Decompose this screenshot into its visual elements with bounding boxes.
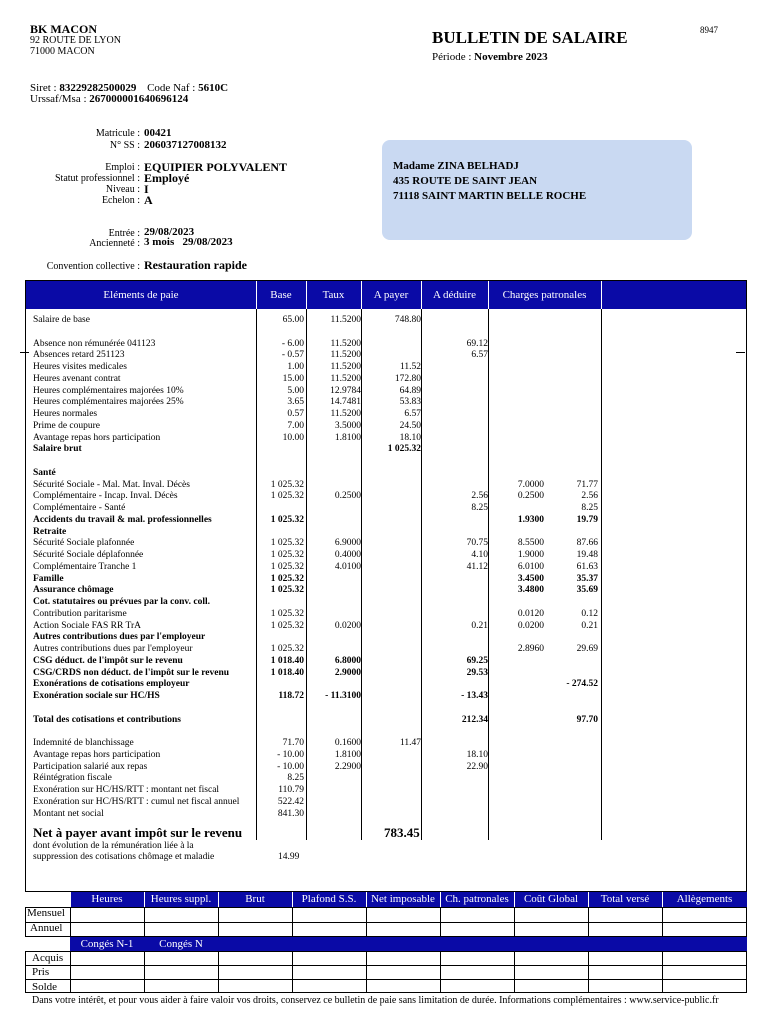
siret-value: 83229282500029: [59, 82, 137, 94]
urssaf-label: Urssaf/Msa :: [30, 93, 87, 105]
grid-line: [440, 892, 441, 907]
entree-label: Entrée :: [108, 228, 140, 239]
cell-ded: 69.25: [466, 655, 488, 666]
cell-rate: 0.2500: [517, 491, 544, 502]
ss-value: 206037127008132: [144, 139, 227, 151]
grid-line: [144, 951, 145, 993]
cell-base: 1 018.40: [270, 655, 304, 666]
cell-rate: 7.0000: [517, 479, 544, 490]
cell-amt: 19.48: [576, 550, 598, 560]
grid-line: [514, 907, 515, 937]
cell-label: Prime de coupure: [33, 420, 101, 431]
table-row: [26, 668, 746, 680]
cell-rate: 3.4500: [517, 573, 544, 584]
pay-table-header: [26, 281, 746, 309]
table-row: [26, 339, 746, 351]
recipient-city: 71118 SAINT MARTIN BELLE ROCHE: [393, 190, 587, 202]
table-row: [26, 386, 746, 398]
summary-header-heures-suppl: Heures suppl.: [150, 893, 212, 905]
document-title: BULLETIN DE SALAIRE: [432, 28, 628, 47]
cell-taux: 11.5200: [330, 373, 361, 384]
table-row: [26, 327, 746, 339]
echelon-value: A: [144, 193, 153, 207]
conges-row-solde: Solde: [32, 981, 58, 993]
niveau-value: I: [144, 182, 149, 196]
table-row: [26, 750, 746, 762]
cell-taux: 12.9784: [330, 385, 361, 396]
cell-taux: 11.5200: [330, 409, 361, 419]
cell-label: Sécurité Sociale déplafonnée: [33, 550, 144, 560]
table-row: [26, 409, 746, 421]
grid-line: [514, 892, 515, 907]
cell-taux: 2.2900: [334, 761, 361, 772]
cell-label: Exonération sur HC/HS/RTT : cumul net fiscal annuel: [33, 796, 240, 807]
grid-line: [70, 951, 71, 993]
naf-label: Code Naf :: [147, 82, 196, 94]
table-row: [26, 585, 746, 597]
cell-label: Retraite: [33, 526, 67, 537]
cell-pay: 748.80: [394, 315, 421, 325]
table-row: [26, 609, 746, 621]
cell-base: - 10.00: [277, 761, 304, 772]
cell-label: Participation salarié aux repas: [33, 761, 148, 772]
table-row: [26, 397, 746, 409]
cell-pay: 11.52: [399, 362, 421, 372]
cell-label: Santé: [33, 467, 56, 478]
cell-taux: 11.5200: [330, 315, 361, 325]
cell-ded: 2.56: [471, 491, 488, 502]
cell-label: Heures normales: [33, 409, 98, 419]
grid-line: [218, 951, 219, 993]
cell-label: Heures complémentaires majorées 25%: [33, 397, 184, 408]
table-row: [26, 574, 746, 586]
table-row: [26, 726, 746, 738]
cell-ded: 6.57: [471, 350, 488, 361]
cell-label: Autres contributions dues par l'employeur: [33, 644, 193, 654]
cell-label: Complémentaire - Incap. Inval. Décès: [33, 491, 178, 502]
grid-line: [366, 907, 367, 937]
employer-address-line2: 71000 MACON: [30, 46, 95, 57]
anciennete-label: Ancienneté :: [89, 238, 140, 249]
cell-pay: 172.80: [394, 373, 421, 384]
cell-label: Exonération sociale sur HC/HS: [33, 691, 160, 701]
cell-ded: - 13.43: [461, 691, 488, 701]
col-header-a-deduire: A déduire: [432, 289, 477, 301]
cell-base: 1 025.32: [270, 491, 304, 502]
conges-row-acquis: Acquis: [32, 952, 64, 964]
cell-taux: 0.2500: [334, 491, 361, 502]
table-row: [26, 597, 746, 609]
cell-label: Assurance chômage: [33, 585, 114, 596]
cell-label: Sécurité Sociale - Mal. Mat. Inval. Décès: [33, 479, 190, 490]
margin-tick-left: [20, 352, 29, 353]
summary-header-plafond: Plafond S.S.: [301, 893, 357, 905]
table-row: [26, 809, 746, 821]
grid-line: [292, 907, 293, 937]
cell-base: 1 025.32: [270, 561, 304, 572]
net-value: 783.45: [384, 825, 420, 840]
summary-row-mensuel: Mensuel: [27, 907, 65, 919]
summary-header-brut: Brut: [245, 893, 265, 905]
cell-ded: 29.53: [466, 667, 488, 678]
cell-base: - 10.00: [277, 749, 304, 760]
cell-label: Salaire brut: [33, 444, 82, 455]
cell-base: 1 025.32: [270, 620, 304, 631]
table-row: [26, 515, 746, 527]
table-row: [26, 480, 746, 492]
cell-rate: 0.0120: [517, 608, 544, 619]
cell-taux: - 11.3100: [325, 691, 361, 701]
table-row: [26, 738, 746, 750]
cell-base: 71.70: [282, 738, 304, 748]
statut-label: Statut professionnel :: [55, 173, 140, 184]
cell-amt: 2.56: [581, 491, 598, 502]
footer-note: Dans votre intérêt, et pour vous aider à faire valoir vos droits, conservez ce bulletin de paie sans limitation de durée. Informations complémentaires : www.service-public.fr: [32, 995, 719, 1006]
niveau-label: Niveau :: [105, 184, 140, 195]
cell-label: Montant net social: [33, 808, 104, 819]
cell-ded: 70.75: [466, 538, 488, 549]
table-row: [26, 679, 746, 691]
cell-base: 118.72: [278, 691, 304, 701]
table-row: [26, 315, 746, 327]
net-label: Net à payer avant impôt sur le revenu: [33, 825, 243, 840]
evolution-value: 14.99: [278, 852, 300, 862]
echelon-label: Echelon :: [101, 195, 140, 206]
summary-row-divider: [25, 922, 747, 923]
cell-label: Absences retard 251123: [33, 350, 125, 361]
cell-label: Complémentaire - Santé: [33, 503, 126, 513]
cell-base: 1 025.32: [270, 479, 304, 490]
col-header-elements: Eléments de paie: [103, 289, 179, 301]
cell-ded: 69.12: [466, 338, 488, 349]
cell-label: Réintégration fiscale: [33, 773, 112, 784]
cell-taux: 1.8100: [334, 749, 361, 760]
col-header-charges-patronales: Charges patronales: [502, 289, 587, 301]
cell-base: 5.00: [287, 385, 304, 396]
cell-pay: 64.89: [399, 385, 421, 396]
cell-amt: 0.21: [581, 620, 598, 631]
cell-base: 1 025.32: [270, 514, 304, 525]
cell-taux: 3.5000: [334, 420, 361, 431]
table-row: [26, 468, 746, 480]
table-row: [26, 503, 746, 515]
cell-base: 110.79: [278, 785, 304, 795]
document-number: 8947: [700, 25, 718, 35]
cell-taux: 4.0100: [334, 561, 361, 572]
cell-label: Avantage repas hors participation: [33, 432, 161, 443]
table-row: [26, 374, 746, 386]
cell-base: 10.00: [282, 432, 304, 443]
cell-taux: 1.8100: [334, 432, 361, 443]
siret-label: Siret :: [30, 82, 57, 94]
grid-line: [144, 892, 145, 907]
cell-rate: 2.8960: [517, 644, 544, 654]
cell-pay: 1 025.32: [387, 444, 421, 455]
table-row: [26, 527, 746, 539]
evolution-line1: dont évolution de la rémunération liée à la: [33, 841, 194, 851]
urssaf-line: [30, 93, 188, 105]
employer-address-line1: 92 ROUTE DE LYON: [30, 35, 121, 46]
cell-taux: 11.5200: [330, 350, 361, 361]
grid-line: [292, 892, 293, 907]
summary-row-annuel: Annuel: [30, 922, 63, 934]
cell-label: Heures avenant contrat: [33, 373, 121, 384]
cell-amt: 61.63: [576, 561, 598, 572]
table-row: [26, 644, 746, 656]
cell-taux: 14.7481: [330, 397, 361, 408]
cell-ded: 41.12: [466, 561, 488, 572]
cell-label: Heures visites medicales: [33, 362, 127, 372]
pay-elements-table: [25, 280, 747, 892]
cell-label: Contribution paritarisme: [33, 608, 127, 619]
cell-taux: 0.0200: [334, 620, 361, 631]
cell-rate: 0.0200: [517, 620, 544, 631]
grid-line: [366, 892, 367, 907]
cell-amt: 35.37: [576, 573, 598, 584]
cell-amt: 19.79: [576, 514, 598, 525]
cell-label: Cot. statutaires ou prévues par la conv. coll.: [33, 597, 210, 607]
table-row: [26, 362, 746, 374]
period-label: Période :: [432, 51, 472, 63]
summary-header-heures: Heures: [91, 893, 123, 905]
cell-label: Absence non rémunérée 041123: [33, 338, 156, 349]
cell-label: Total des cotisations et contributions: [33, 714, 181, 725]
evolution-line2: suppression des cotisations chômage et maladie: [33, 852, 215, 862]
table-row: [26, 444, 746, 456]
table-row: [26, 538, 746, 550]
table-row: [26, 785, 746, 797]
cell-taux: 11.5200: [330, 362, 361, 372]
table-row: [26, 656, 746, 668]
grid-line: [25, 965, 747, 966]
table-row: [26, 456, 746, 468]
cell-label: CSG déduct. de l'impôt sur le revenu: [33, 655, 183, 666]
cell-label: Exonération sur HC/HS/RTT : montant net fiscal: [33, 785, 220, 795]
cell-base: 841.30: [277, 808, 304, 819]
period-value: Novembre 2023: [474, 51, 548, 63]
col-header-a-payer: A payer: [373, 289, 409, 301]
cell-base: 522.42: [277, 796, 304, 807]
convention-value: Restauration rapide: [144, 258, 247, 272]
table-row: [26, 562, 746, 574]
cell-base: 1 025.32: [270, 585, 304, 596]
cell-rate: 1.9000: [517, 550, 544, 560]
grid-line: [70, 892, 71, 907]
table-row: [26, 433, 746, 445]
cell-ded: 0.21: [471, 620, 488, 631]
grid-line: [662, 892, 663, 907]
margin-tick-right: [736, 352, 745, 353]
cell-ded: 212.34: [461, 714, 488, 725]
grid-line: [218, 892, 219, 907]
summary-header-cout-global: Coût Global: [523, 893, 579, 905]
cell-base: 1.00: [287, 362, 304, 372]
naf-value: 5610C: [198, 82, 229, 94]
table-row: [26, 491, 746, 503]
recipient-street: 435 ROUTE DE SAINT JEAN: [393, 175, 538, 187]
grid-line: [292, 951, 293, 993]
grid-line: [440, 907, 441, 937]
cell-pay: 53.83: [399, 397, 421, 408]
summary-header-net-imposable: Net imposable: [371, 893, 435, 905]
grid-line: [662, 907, 663, 937]
cell-amt: 71.77: [576, 479, 598, 490]
table-row: [26, 550, 746, 562]
cell-base: 3.65: [287, 397, 304, 408]
cell-ded: 18.10: [466, 749, 488, 760]
cell-taux: 0.4000: [334, 550, 361, 560]
cell-base: 8.25: [287, 773, 304, 784]
cell-base: 7.00: [287, 420, 304, 431]
cell-base: 1 025.32: [270, 550, 304, 560]
period-line: [432, 51, 548, 63]
table-row: [26, 421, 746, 433]
col-header-base: Base: [270, 289, 292, 301]
cell-base: 15.00: [282, 373, 304, 384]
cell-taux: 6.9000: [334, 538, 361, 549]
cell-pay: 18.10: [399, 432, 421, 443]
grid-line: [588, 892, 589, 907]
cell-base: 0.57: [287, 409, 304, 419]
employer-block: [30, 24, 121, 57]
cell-label: Indemnité de blanchissage: [33, 738, 134, 748]
cell-base: 1 025.32: [270, 608, 304, 619]
emploi-label: Emploi :: [105, 162, 140, 173]
table-row: [26, 715, 746, 727]
cell-label: Exonérations de cotisations employeur: [33, 679, 190, 690]
cell-label: Autres contributions dues par l'employeur: [33, 632, 206, 643]
cell-amt: 97.70: [576, 714, 598, 725]
grid-line: [218, 907, 219, 937]
cell-taux: 2.9000: [334, 667, 361, 678]
conges-header-n-1: Congés N-1: [80, 938, 134, 950]
cell-base: - 6.00: [281, 338, 304, 349]
recipient-address-box: [382, 140, 692, 240]
cell-amt: - 274.52: [566, 679, 598, 690]
anciennete-value: 3 mois 29/08/2023: [144, 236, 233, 248]
conges-row-pris: Pris: [32, 966, 50, 978]
cell-pay: 6.57: [404, 409, 421, 419]
cell-rate: 6.0100: [517, 561, 544, 572]
cell-label: Salaire de base: [33, 315, 90, 325]
cell-ded: 22.90: [466, 761, 488, 772]
cell-base: 1 025.32: [270, 538, 304, 549]
summary-header-ch-patronales: Ch. patronales: [445, 893, 509, 905]
entree-value: 29/08/2023: [144, 226, 195, 238]
matricule-value: 00421: [144, 127, 172, 139]
cell-base: 1 025.32: [270, 573, 304, 584]
cell-label: Heures complémentaires majorées 10%: [33, 385, 184, 396]
cell-label: Complémentaire Tranche 1: [33, 561, 137, 572]
cell-pay: 24.50: [399, 420, 421, 431]
cell-base: 1 025.32: [270, 644, 304, 654]
cell-ded: 4.10: [471, 550, 488, 560]
cell-amt: 8.25: [581, 503, 598, 513]
table-row: [26, 621, 746, 633]
grid-line: [588, 907, 589, 937]
cell-amt: 0.12: [581, 608, 598, 619]
cell-amt: 29.69: [576, 644, 598, 654]
cell-amt: 35.69: [576, 585, 598, 596]
cell-taux: 11.5200: [330, 338, 361, 349]
cell-label: Avantage repas hors participation: [33, 749, 161, 760]
cell-base: 65.00: [282, 315, 304, 325]
cell-label: Sécurité Sociale plafonnée: [33, 538, 135, 549]
ss-label: N° SS :: [109, 140, 140, 151]
grid-line: [144, 907, 145, 937]
grid-line: [662, 951, 663, 993]
emploi-value: EQUIPIER POLYVALENT: [144, 160, 288, 174]
grid-line: [366, 951, 367, 993]
table-row: [26, 703, 746, 715]
employer-name: BK MACON: [30, 22, 97, 36]
cell-base: 1 018.40: [270, 667, 304, 678]
table-row: [26, 773, 746, 785]
grid-line: [440, 951, 441, 993]
summary-header-total-verse: Total versé: [600, 893, 650, 905]
cell-base: - 0.57: [281, 350, 304, 361]
recipient-name: Madame ZINA BELHADJ: [393, 160, 519, 172]
matricule-label: Matricule :: [95, 128, 140, 139]
urssaf-value: 267000001640696124: [89, 93, 189, 105]
grid-line: [514, 951, 515, 993]
cell-ded: 8.25: [471, 503, 488, 513]
table-row: [26, 797, 746, 809]
cell-label: Accidents du travail & mal. professionnelles: [33, 514, 212, 525]
cell-amt: 87.66: [576, 538, 598, 549]
conges-header-n: Congés N: [159, 938, 203, 950]
cell-rate: 8.5500: [517, 538, 544, 549]
cell-label: Action Sociale FAS RR TrA: [33, 620, 142, 631]
grid-line: [70, 907, 71, 937]
cell-taux: 0.1600: [334, 738, 361, 748]
cell-label: CSG/CRDS non déduct. de l'impôt sur le revenu: [33, 667, 230, 678]
table-row: [26, 762, 746, 774]
conges-values-box: [25, 951, 747, 993]
cell-pay: 11.47: [399, 738, 421, 748]
cell-rate: 1.9300: [517, 514, 544, 525]
cell-taux: 6.8000: [334, 655, 361, 666]
cell-rate: 3.4800: [517, 585, 544, 596]
summary-grid: [25, 892, 747, 993]
grid-line: [25, 979, 747, 980]
summary-header-allegements: Allègements: [676, 893, 733, 905]
grid-line: [588, 951, 589, 993]
table-row: [26, 691, 746, 703]
table-row: [26, 632, 746, 644]
statut-value: Employé: [144, 171, 190, 185]
convention-label: Convention collective :: [46, 261, 140, 272]
cell-label: Famille: [33, 573, 64, 584]
col-header-taux: Taux: [322, 289, 345, 301]
table-row: [26, 350, 746, 362]
